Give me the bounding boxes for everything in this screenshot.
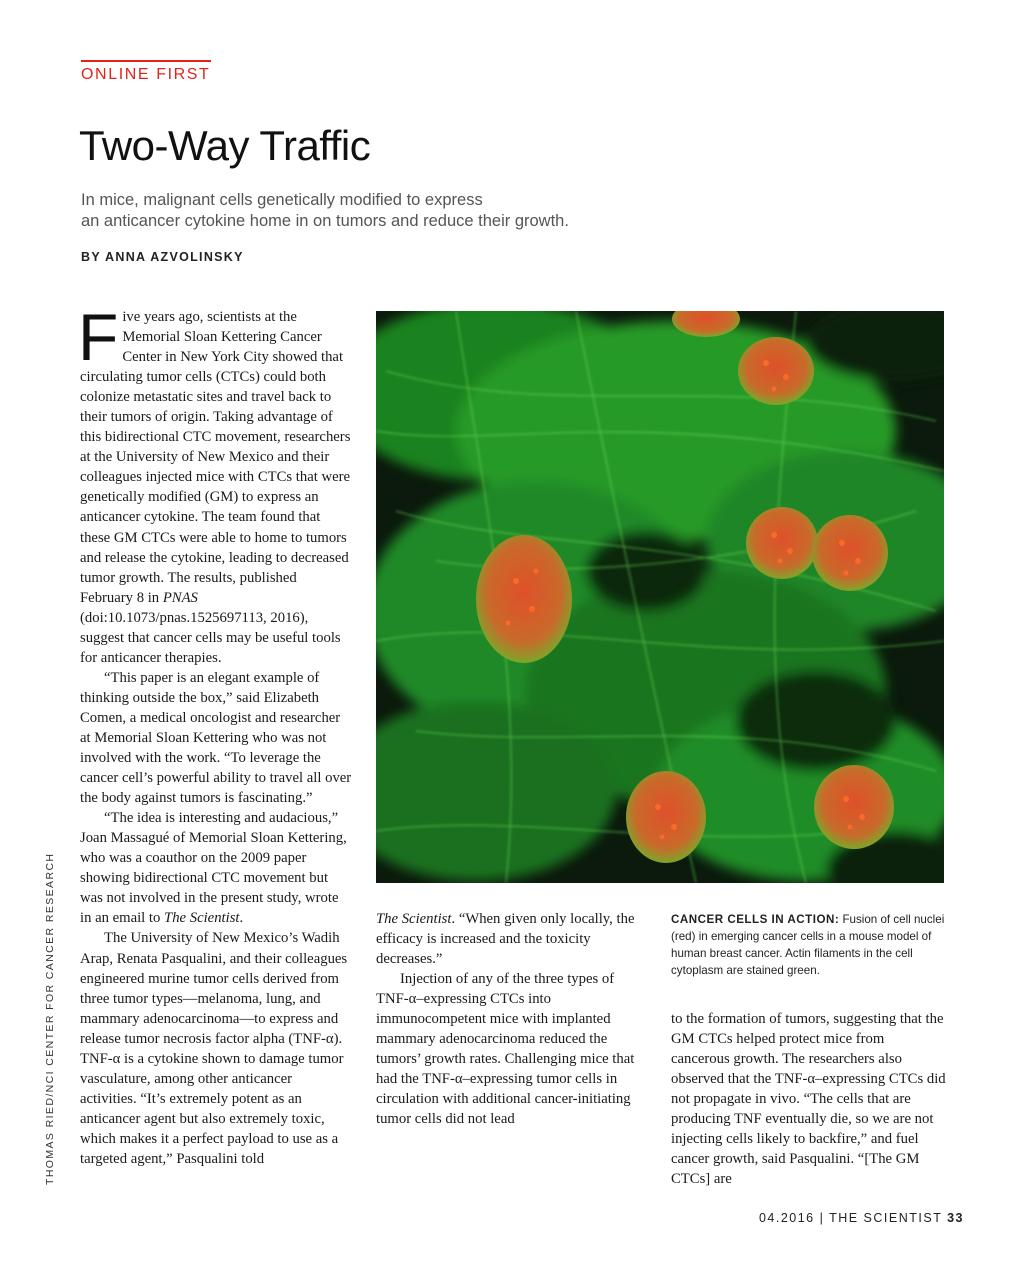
subtitle-line-2: an anticancer cytokine home in on tumors and reduce their growth.	[81, 212, 569, 230]
caption-lead: CANCER CELLS IN ACTION:	[671, 913, 840, 926]
article-subtitle	[81, 190, 701, 232]
section-rule	[81, 60, 211, 62]
paragraph-3	[80, 808, 352, 928]
paragraph-4-end: . “When given only locally, the efficacy is increased and the toxicity decreases.”	[376, 911, 635, 968]
byline: BY ANNA AZVOLINSKY	[81, 250, 244, 264]
page-footer	[759, 1211, 964, 1225]
photo-caption	[671, 911, 946, 979]
page-number: 33	[947, 1211, 964, 1225]
body-column-2	[376, 909, 648, 1130]
publication-name-2: The Scientist	[376, 911, 452, 927]
paragraph-6: to the formation of tumors, suggesting that the GM CTCs helped protect mice from cancerous growth. The researchers also observed that the TNF-α–expressing CTCs did not propagate in vivo. “The cells that are producing TNF eventually die, so we are not injecting cells likely to backfire,” and fuel cancer growth, said Pasqualini. “[The GM CTCs] are	[671, 1011, 946, 1188]
paragraph-3-text: “The idea is interesting and audacious,” Joan Massagué of Memorial Sloan Kettering, who was a coauthor on the 2009 paper showing bidirectional CTC movement but was not involved in the present study, wrote in an email to	[80, 810, 347, 927]
paragraph-1-text: ive years ago, scientists at the Memorial Sloan Kettering Cancer Center in New York City showed that circulating tumor cells (CTCs) could both colonize metastatic sites and travel back to their tumors of origin. Taking advantage of this bidirectional CTC movement, researchers at the University of New Mexico and their colleagues injected mice with CTCs that were genetically modified (GM) to express an anticancer cytokine. The team found that these GM CTCs were able to home to tumors and release the cytokine, leading to decreased tumor growth. The results, published February 8 in	[80, 309, 351, 606]
paragraph-1	[78, 300, 352, 668]
paragraph-2: “This paper is an elegant example of thinking outside the box,” said Elizabeth Comen, a medical oncologist and researcher at Memorial Sloan Kettering who was not involved with the work. “To leverage the cancer cell’s powerful ability to travel all over the body against tumors is fascinating.”	[80, 669, 352, 807]
section-label: ONLINE FIRST	[81, 66, 211, 83]
cancer-cells-micrograph	[376, 311, 944, 883]
paragraph-5: Injection of any of the three types of TNF-α–expressing CTCs into immunocompetent mice with implanted mammary adenocarcinoma reduced the tumors’ growth rates. Challenging mice that had the TNF-α–expressing tumor cells in circulation with additional cancer-initiating tumor cells did not lead	[376, 971, 635, 1128]
drop-cap: F	[78, 300, 119, 374]
journal-name: PNAS	[162, 589, 198, 606]
paragraph-1-end: (doi:10.1073/pnas.1525697113, 2016), suggest that cancer cells may be useful tools for anticancer therapies.	[80, 609, 341, 666]
paragraph-3-end: .	[239, 910, 244, 927]
publication-name: The Scientist	[164, 910, 240, 927]
article-title: Two-Way Traffic	[79, 122, 371, 169]
caption-text: Fusion of cell nuclei (red) in emerging cancer cells in a mouse model of human breast cancer. Actin filaments in the cell cytoplasm are stained green.	[671, 913, 945, 977]
body-column-1	[78, 300, 352, 1169]
issue-label: 04.2016 | THE SCIENTIST	[758, 1211, 948, 1225]
photo-credit: THOMAS RIED/NCI CENTER FOR CANCER RESEARCH	[44, 852, 56, 1185]
paragraph-4-continued	[376, 909, 648, 969]
paragraph-4: The University of New Mexico’s Wadih Arap, Renata Pasqualini, and their colleagues engineered murine tumor cells derived from three tumor types—melanoma, lung, and mammary adenocarcinoma—to express and release tumor necrosis factor alpha (TNF-α). TNF-α is a cytokine shown to damage tumor vasculature, among other anticancer activities. “It’s extremely potent as an anticancer agent but also extremely toxic, which makes it a perfect payload to use as a targeted agent,” Pasqualini told	[80, 930, 348, 1167]
subtitle-line-1: In mice, malignant cells genetically modified to express	[81, 191, 483, 209]
body-column-3	[671, 1009, 946, 1189]
